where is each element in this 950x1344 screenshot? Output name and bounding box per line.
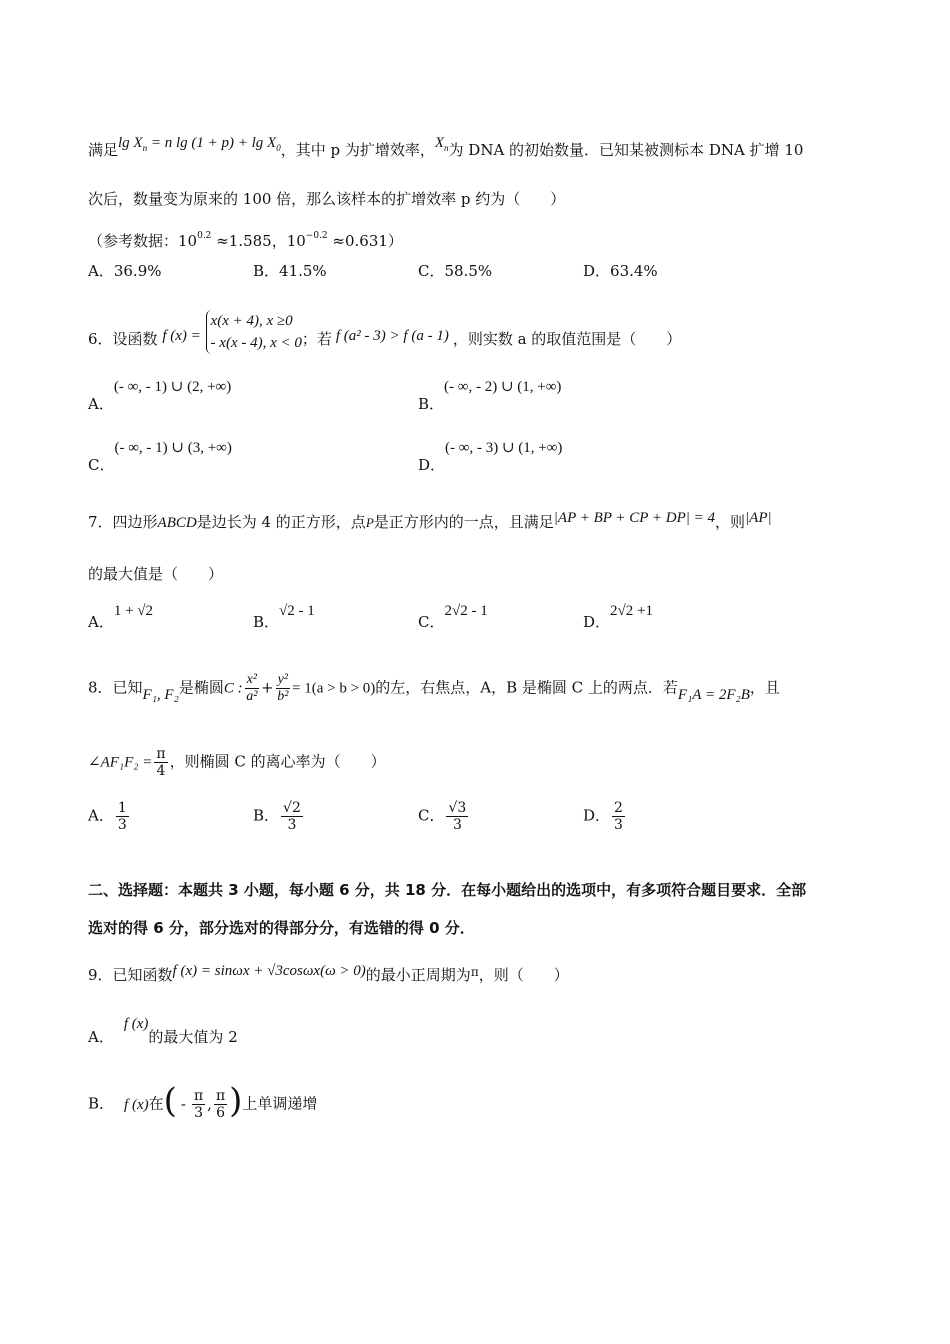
q5-ref-sup1: 0.2 [197,231,212,241]
q6-option-b-label: B． [418,395,445,413]
q8-option-c-label: C． [418,806,445,825]
q7-ap: |AP| [745,510,772,526]
q8-frac-y-num: y² [277,672,288,687]
q8-option-d-frac [612,800,625,833]
q9-option-b-comma: , [207,1094,212,1113]
q8-pi: π [156,746,166,762]
q6-option-d-math: (- ∞, - 3) ∪ (1, +∞) [445,440,563,456]
q9-option-b-fx: f (x) [124,1096,149,1113]
q9-option-b-lparen: ( [163,1080,177,1121]
q6-option-b-math: (- ∞, - 2) ∪ (1, +∞) [444,379,562,395]
q5-formula-sub-0: 0 [276,143,281,153]
q9-option-b-label: B． [88,1094,115,1113]
q5-option-a[interactable]: A．36.9% [88,262,162,280]
q8-option-b-label: B． [253,806,280,825]
q7-mid3: ，则 [715,513,746,531]
q9-stem [88,965,569,986]
q6-option-c-label: C． [88,456,115,474]
q8-mid2: 的左，右焦点，A，B 是椭圆 C 上的两点．若 [375,678,678,697]
q6-option-d[interactable] [418,437,563,474]
q7-option-b[interactable] [253,600,315,631]
q7-option-d-math: 2√2 +1 [610,603,653,619]
q7-line2: 的最大值是（ ） [88,565,224,583]
q6-option-a[interactable] [88,376,232,413]
q8-option-c-num: √3 [448,800,467,816]
q8-option-a[interactable] [88,800,131,833]
q6-prefix: 6．设函数 [88,330,158,348]
q8-plus: + [261,678,274,697]
q5-ref-b: ≈1.585，10 [211,232,306,250]
q8-frac-x-num: x² [246,672,257,687]
q8-option-b-num: √2 [283,800,301,816]
q9-pi: π [470,965,479,979]
q6-case1: x(x + 4), x ≥0 [210,313,293,329]
q5-ref-c: ≈0.631） [327,232,403,250]
q5-line2: 次后，数量变为原来的 100 倍，那么该样本的扩增效率 p 约为（ ） [88,190,566,208]
q7-option-a-math: 1 + √2 [113,603,154,619]
q9-option-b-text: 上单调递增 [242,1094,318,1113]
q8-frac-x [245,672,259,705]
q8-option-d[interactable] [583,800,627,833]
q9-function: f (x) = sinωx + √3cosωx(ω > 0) [172,963,366,979]
q7-option-d-label: D． [583,613,611,631]
q8-option-c[interactable] [418,800,470,833]
q8-ellipse-c: C : [223,680,243,697]
q9-end: ，则（ ） [478,966,569,984]
q6-case2: - x(x - 4), x < 0 [210,335,302,351]
q5-formula-sub-n: n [142,143,148,153]
q7-stem [88,512,772,533]
q9-option-b-pi1: π [193,1088,204,1104]
q8-end1: ，且 [749,678,780,697]
q5-formula-lgx: lg X [118,135,143,151]
q6-option-b[interactable] [418,376,562,413]
q9-option-b-frac2 [214,1088,227,1121]
q7-abcd: ABCD [157,515,197,531]
q8-option-d-label: D． [583,806,611,825]
q6-mid: ；若 [301,330,332,348]
q8-option-b[interactable] [253,800,305,833]
q7-option-a-label: A． [88,613,114,631]
q9-option-b-six: 6 [216,1105,226,1121]
q8-eq-rest: = 1(a > b > 0) [292,680,376,697]
q7-option-c-label: C． [418,613,445,631]
section2-line2: 选对的得 6 分，部分选对的得部分分，有选错的得 0 分． [88,919,475,937]
q5-xn-sub: n [444,143,449,153]
q9-option-b-pi2: π [215,1088,226,1104]
q5-option-b[interactable]: B．41.5% [253,262,327,280]
q8-frac-y [276,672,290,705]
q8-option-d-den: 3 [614,817,623,833]
q9-option-a[interactable] [88,1013,238,1046]
q7-mid1: 是边长为 4 的正方形，点 [196,513,366,531]
q5-ref-a: （参考数据：10 [88,232,198,250]
q9-mid: 的最小正周期为 [365,966,471,984]
q8-option-b-den: 3 [287,817,297,833]
q7-vector-condition: |AP + BP + CP + DP| = 4 [553,510,716,526]
q8-line2 [88,746,386,779]
q7-mid2: 是正方形内的一点，且满足 [373,513,554,531]
q6-stem [88,313,682,362]
q6-option-a-math: (- ∞, - 1) ∪ (2, +∞) [113,379,232,395]
q8-option-a-num: 1 [117,800,127,816]
q7-option-d[interactable] [583,600,653,631]
q9-option-b[interactable] [88,1080,318,1121]
q5-xn [435,135,449,151]
q8-prefix: 8．已知 [88,678,143,697]
q8-option-c-frac [446,800,468,833]
q7-option-b-math: √2 - 1 [279,603,315,619]
q6-end: ，则实数 a 的取值范围是（ ） [452,330,682,348]
q8-foci: F₁, F₂ [142,686,179,703]
q8-option-c-den: 3 [452,817,462,833]
q6-option-a-label: A． [88,395,114,413]
q9-option-a-text: 的最大值为 2 [148,1028,238,1046]
q6-option-d-label: D． [418,456,446,474]
q8-stem [88,672,780,705]
q5-prefix: 满足 [88,141,119,159]
q8-option-b-frac [281,800,303,833]
q5-xn-x: X [434,135,445,151]
q9-option-a-fx: f (x) [123,1016,149,1032]
q8-frac-x-den: a² [246,689,258,704]
q8-option-d-num: 2 [614,800,623,816]
q9-option-b-interval [163,1080,243,1121]
q5-option-d[interactable]: D．63.4% [583,262,658,280]
q5-formula-rest: = n lg (1 + p) + lg X [150,135,277,151]
q8-four: 4 [156,763,166,779]
q7-option-c-math: 2√2 - 1 [444,603,488,619]
q8-frac-pi4 [154,746,167,779]
q8-option-a-label: A． [88,806,114,825]
q5-line1 [88,135,804,166]
q8-line2-end: ，则椭圆 C 的离心率为（ ） [169,752,386,771]
q9-option-b-in: 在 [148,1094,164,1113]
q8-angle: ∠AF₁F₂ = [88,754,153,771]
q8-mid1: 是椭圆 [178,678,224,697]
q5-reference-data [88,226,403,251]
q5-option-c[interactable]: C．58.5% [418,262,493,280]
q9-option-b-minus: - [180,1094,186,1113]
section2-line1: 二、选择题：本题共 3 小题，每小题 6 分，共 18 分．在每小题给出的选项中，有多项符合题目要求．全部 [88,881,807,899]
q7-option-c[interactable] [418,600,488,631]
q5-end: 为 DNA 的初始数量．已知某被测标本 DNA 扩增 10 [448,141,804,159]
q8-option-a-den: 3 [117,817,127,833]
q9-option-a-label: A． [88,1028,114,1046]
q6-option-c-math: (- ∞, - 1) ∪ (3, +∞) [114,440,232,456]
q6-piecewise [206,310,302,354]
q6-inequality: f (a² - 3) > f (a - 1) [335,328,449,344]
q5-ref-sup2: −0.2 [305,231,328,241]
q6-option-c[interactable] [88,437,232,474]
q6-fx: f (x) = [162,328,201,344]
q8-vector-relation: F₁A = 2F₂B [677,686,750,703]
q9-prefix: 9．已知函数 [88,966,173,984]
q7-option-b-label: B． [253,613,280,631]
q5-formula [118,135,281,151]
q5-mid: ，其中 p 为扩增效率， [280,141,435,159]
q9-option-b-frac1 [192,1088,205,1121]
q9-option-b-three: 3 [194,1105,204,1121]
q7-option-a[interactable] [88,600,154,631]
q8-frac-y-den: b² [277,689,289,704]
q7-point-p: P [365,515,374,530]
q8-option-a-frac [116,800,129,833]
q7-prefix: 7．四边形 [88,513,158,531]
q9-option-b-rparen: ) [229,1080,243,1121]
